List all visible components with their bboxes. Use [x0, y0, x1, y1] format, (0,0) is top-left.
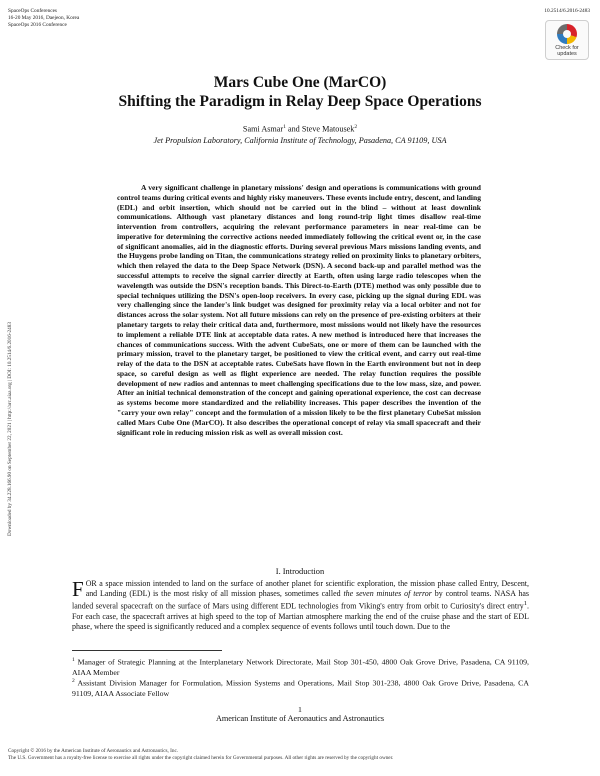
conference-dates: 16-20 May 2016, Daejeon, Korea	[8, 15, 80, 21]
drop-cap: F	[72, 577, 84, 601]
author-1: Sami Asmar	[242, 124, 284, 134]
author-list	[0, 124, 600, 134]
conference-name: SpaceOps 2016 Conference	[8, 22, 67, 28]
conference-series: SpaceOps Conferences	[8, 8, 57, 14]
footnote-2	[72, 676, 529, 699]
intro-text-a: OR a space mission intended to land on the surface of another planet for scientific exploration, the mission phase called Entry, Descent, and Landing (EDL) is the most risky of all mission phases, sometimes called	[85, 579, 529, 599]
page-number: 1	[298, 705, 302, 714]
section-heading: I. Introduction	[275, 567, 325, 576]
introduction-paragraph	[72, 579, 529, 632]
abstract: A very significant challenge in planetary missions' design and operations is communications with ground control teams during critical events and highly risky maneuvers. These events include entry, descent, and landing (EDL) and orbit insertion, which should not be carried out in the blind – without at least downlink communications. Although vast planetary distances and long round-trip light times disallow real-time intervention from controllers, acquiring the relevant performance parameters in near real-time can be imperative for determining the corrective actions needed immediately following the critical event or, in the case of significant anomalies, aid in the diagnostic efforts. During several previous Mars missions landing events, and the Huygens probe landing on Titan, the communications strategy relied on proximity links to planetary orbiters, which then relayed the data to the Deep Space Network (DSN). A second back-up and parallel method was the successful attempts to receive the signal carrier directly at Earth, often using large radio telescopes when the wavelength was outside the DSN's reception bands. This Direct-to-Earth (DTE) method was only possible due to special techniques utilizing the DSN's open-loop receivers. In every case, picking up the signal during EDL was very challenging since the lander's link budget was designed for proximity relay via a local orbiter and not for distances across the solar system. Not all future missions can rely on the presence of pre-existing orbiters at their planetary targets to relay their critical data and, furthermore, most missions would not likely have the resources to implement a reliable DTE link at acceptable data rates. A new method is introduced here that increases the chances of communications success. With the advent CubeSats, one or more of them can be launched with the primary mission, travel to the planetary target, be positioned to view the critical event, and carry out real-time relay of the data to the DSN at acceptable rates. CubeSats have flown in the Earth environment but not in deep space, so careful design as well as flight experience are needed. The relay function requires the possible development of new radios and antennas to meet challenging specifications due to the low mass, size, and power. After an initial technical demonstration of the concept and gaining operational experience, the cost can decrease as systems become more standardized and the reliability increases. This paper describes the invention of the "carry your own relay" concept and the formulation of a mission likely to be the first planetary CubeSat mission called Mars Cube One (MarCO). It also describes the operational concept of relay via small spacecraft and their significant role in reducing mission risk as well as overall mission cost.	[117, 183, 481, 437]
download-watermark: Downloaded by 34.228.166.90 on September 22, 2021 | http://arc.aiaa.org | DOI: 10.2514/6.2016-2483	[7, 322, 13, 536]
affiliation: Jet Propulsion Laboratory, California Institute of Technology, Pasadena, CA 91109, USA	[153, 136, 447, 145]
footnote-2-text: Assistant Division Manager for Formulation, Mission Systems and Operations, Mail Stop 301-238, 4800 Oak Grove Drive, Pasadena, CA 91109, AIAA Associate Fellow	[72, 678, 529, 698]
conference-info	[8, 8, 79, 29]
author-conjunction: and	[285, 124, 302, 134]
intro-reference-mark: 1	[523, 600, 528, 608]
footnote-1-text: Manager of Strategic Planning at the Interplanetary Network Directorate, Mail Stop 301-450, 4800 Oak Grove Drive, Pasadena, CA 91109, AIAA Member	[72, 657, 529, 677]
author-2: Steve Matousek	[301, 124, 355, 134]
title-line-1: Mars Cube One (MarCO)	[213, 74, 387, 91]
copyright-notice	[8, 748, 393, 762]
intro-text-b: by control teams. NASA has landed several spacecraft on the surface of Mars using different EDL technologies from Viking's entry from orbit to Curiosity's direct entry	[72, 589, 529, 611]
intro-text-italic: the seven minutes of terror	[343, 589, 432, 599]
check-for-updates-badge[interactable]	[545, 20, 589, 60]
author-1-mark: 1	[283, 124, 286, 130]
copyright-line-2: The U.S. Government has a royalty-free license to exercise all rights under the copyright claimed herein for Governmental purposes. All other rights are reserved by the copyright owner.	[8, 755, 394, 761]
crossmark-icon	[557, 24, 577, 44]
paper-title	[0, 73, 600, 111]
page-footer: American Institute of Aeronautics and Astronautics	[215, 714, 385, 723]
footnote-1-mark: 1	[72, 657, 75, 663]
author-2-mark: 2	[354, 124, 358, 130]
footnote-1	[72, 655, 529, 678]
footnote-rule	[72, 650, 222, 651]
copyright-line-1: Copyright © 2016 by the American Institute of Aeronautics and Astronautics, Inc.	[8, 748, 179, 754]
title-line-2: Shifting the Paradigm in Relay Deep Space Operations	[118, 93, 482, 110]
doi-link[interactable]: 10.2514/6.2016-2483	[544, 8, 590, 14]
badge-label: Check for updates	[555, 45, 579, 57]
intro-text-c: . For each case, the spacecraft arrives at high speed to the top of Martian atmosphere marking the end of the cruise phase and the start of EDL phase, where the speed is significantly reduced and a complex sequence of events follows until touch down. Due to the	[72, 601, 529, 632]
footnote-2-mark: 2	[72, 678, 75, 684]
